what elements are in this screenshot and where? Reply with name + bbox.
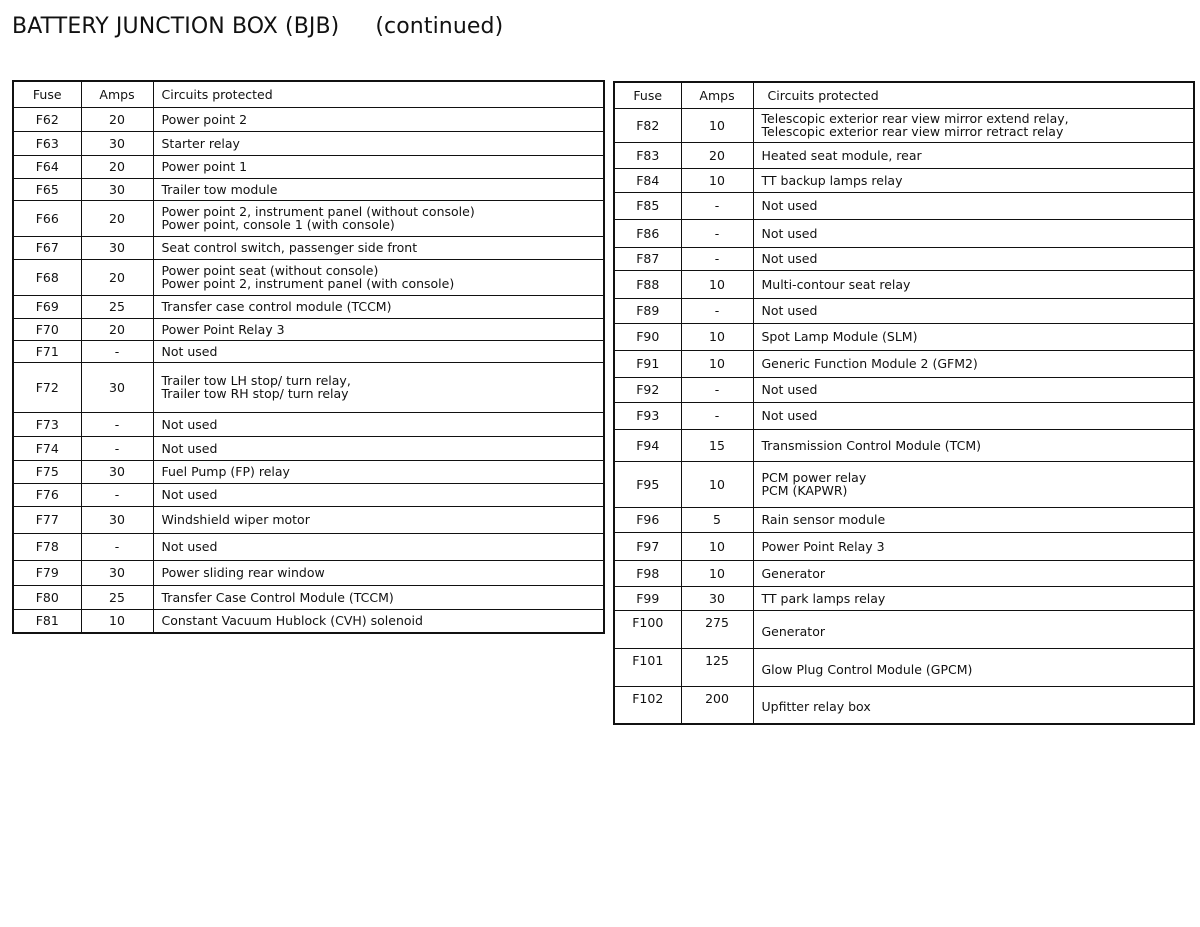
table-row xyxy=(614,168,1194,192)
circuits-cell xyxy=(153,460,604,483)
circuit-line: Power point, console 1 (with console) xyxy=(161,217,395,232)
circuit-line: Not used xyxy=(161,416,218,432)
amps-cell: 20 xyxy=(81,259,153,295)
circuit-line: PCM power relay xyxy=(761,470,867,485)
circuits-cell xyxy=(153,585,604,609)
table-row xyxy=(13,436,604,460)
circuit-line: Not used xyxy=(161,343,218,359)
circuits-cell xyxy=(153,131,604,155)
circuits-cell xyxy=(753,532,1194,560)
fuse-cell: F64 xyxy=(13,155,81,178)
amps-cell: 10 xyxy=(681,108,753,142)
fuse-cell: F68 xyxy=(13,259,81,295)
table-row xyxy=(614,507,1194,532)
table-row xyxy=(13,340,604,362)
table-row xyxy=(614,586,1194,610)
circuits-cell xyxy=(753,219,1194,247)
table-row xyxy=(13,107,604,131)
fuse-cell: F92 xyxy=(614,377,681,402)
circuit-line: Not used xyxy=(761,251,818,266)
amps-cell: 10 xyxy=(681,270,753,298)
circuit-line: Transfer Case Control Module (TCCM) xyxy=(161,589,394,605)
table-row xyxy=(13,318,604,340)
circuits-cell xyxy=(153,259,604,295)
circuits-cell xyxy=(153,295,604,318)
table-row xyxy=(13,155,604,178)
amps-cell: 25 xyxy=(81,295,153,318)
fuse-cell: F83 xyxy=(614,142,681,168)
amps-cell: 30 xyxy=(81,178,153,200)
amps-cell: 25 xyxy=(81,585,153,609)
circuit-line: Constant Vacuum Hublock (CVH) solenoid xyxy=(161,613,423,629)
amps-cell: 30 xyxy=(81,460,153,483)
circuits-cell xyxy=(753,586,1194,610)
fuse-cell: F75 xyxy=(13,460,81,483)
circuits-cell xyxy=(753,560,1194,586)
table-row xyxy=(13,412,604,436)
circuits-cell xyxy=(753,610,1194,648)
table-header-row xyxy=(13,81,604,107)
amps-cell: 30 xyxy=(81,362,153,412)
fuse-cell: F100 xyxy=(614,610,681,648)
circuit-line: Power sliding rear window xyxy=(161,565,325,580)
circuit-line: Glow Plug Control Module (GPCM) xyxy=(761,661,973,677)
circuit-line: Telescopic exterior rear view mirror retract relay xyxy=(761,124,1064,139)
circuit-line: Heated seat module, rear xyxy=(761,147,922,163)
table-row xyxy=(614,298,1194,323)
circuit-line: Not used xyxy=(761,408,818,423)
circuit-line: Seat control switch, passenger side front xyxy=(161,240,418,255)
circuit-line: Starter relay xyxy=(161,135,240,151)
amps-cell: 20 xyxy=(81,155,153,178)
table-row xyxy=(13,460,604,483)
table-row xyxy=(614,192,1194,219)
table-row xyxy=(13,506,604,533)
table-row xyxy=(13,200,604,236)
circuit-line: Trailer tow RH stop/ turn relay xyxy=(161,386,349,401)
table-row xyxy=(13,295,604,318)
fuse-cell: F77 xyxy=(13,506,81,533)
table-row xyxy=(614,377,1194,402)
circuit-line: Power point 1 xyxy=(161,159,248,174)
circuits-cell xyxy=(753,461,1194,507)
circuits-cell xyxy=(753,247,1194,270)
amps-cell: 10 xyxy=(81,609,153,633)
fuse-cell: F73 xyxy=(13,412,81,436)
circuit-line: Not used xyxy=(761,225,818,241)
circuit-line: Power point 2, instrument panel (with console) xyxy=(161,276,455,291)
table-row xyxy=(614,247,1194,270)
table-row xyxy=(614,532,1194,560)
fuse-cell: F85 xyxy=(614,192,681,219)
amps-cell: 200 xyxy=(681,686,753,724)
fuse-cell: F101 xyxy=(614,648,681,686)
circuits-cell xyxy=(153,362,604,412)
circuits-cell xyxy=(153,178,604,200)
circuits-cell xyxy=(753,402,1194,429)
amps-cell: 10 xyxy=(681,323,753,350)
circuits-cell xyxy=(153,506,604,533)
circuit-line: Rain sensor module xyxy=(761,512,886,527)
table-row xyxy=(614,429,1194,461)
fuse-cell: F74 xyxy=(13,436,81,460)
circuit-line: Power point 2 xyxy=(161,111,248,127)
fuse-cell: F89 xyxy=(614,298,681,323)
circuits-cell xyxy=(153,412,604,436)
circuit-line: Upfitter relay box xyxy=(761,699,871,714)
table-row xyxy=(13,533,604,560)
amps-cell: - xyxy=(81,533,153,560)
table-row xyxy=(614,350,1194,377)
circuits-cell xyxy=(153,436,604,460)
circuits-cell xyxy=(153,560,604,585)
circuits-cell xyxy=(753,108,1194,142)
amps-cell: 10 xyxy=(681,532,753,560)
fuse-cell: F80 xyxy=(13,585,81,609)
amps-cell: 20 xyxy=(81,107,153,131)
circuit-line: Telescopic exterior rear view mirror extend relay, xyxy=(761,111,1069,126)
amps-cell: 30 xyxy=(81,131,153,155)
circuits-cell xyxy=(153,155,604,178)
circuits-column-header: Circuits protected xyxy=(153,81,604,107)
table-row xyxy=(614,142,1194,168)
fuse-cell: F71 xyxy=(13,340,81,362)
title-main: BATTERY JUNCTION BOX (BJB) xyxy=(12,14,340,39)
page-title xyxy=(12,14,503,39)
amps-cell: - xyxy=(81,340,153,362)
title-suffix: (continued) xyxy=(375,14,504,39)
circuit-line: Transfer case control module (TCCM) xyxy=(161,299,392,314)
fuse-cell: F86 xyxy=(614,219,681,247)
fuse-cell: F97 xyxy=(614,532,681,560)
table-row xyxy=(614,610,1194,648)
circuit-line: Fuel Pump (FP) relay xyxy=(161,464,290,479)
fuse-table-right xyxy=(613,81,1195,725)
fuse-cell: F69 xyxy=(13,295,81,318)
table-row xyxy=(614,108,1194,142)
fuse-cell: F70 xyxy=(13,318,81,340)
amps-cell: - xyxy=(681,219,753,247)
circuits-cell xyxy=(753,507,1194,532)
circuit-line: Power Point Relay 3 xyxy=(761,538,885,554)
circuits-cell xyxy=(753,192,1194,219)
fuse-cell: F95 xyxy=(614,461,681,507)
table-row xyxy=(614,219,1194,247)
table-row xyxy=(614,461,1194,507)
amps-cell: 15 xyxy=(681,429,753,461)
circuit-line: Generator xyxy=(761,565,825,581)
circuits-cell xyxy=(753,648,1194,686)
amps-cell: 20 xyxy=(81,318,153,340)
circuit-line: Windshield wiper motor xyxy=(161,512,310,527)
table-row xyxy=(13,362,604,412)
amps-cell: 10 xyxy=(681,350,753,377)
circuit-line: Spot Lamp Module (SLM) xyxy=(761,329,918,344)
circuits-cell xyxy=(153,340,604,362)
circuits-cell xyxy=(753,377,1194,402)
amps-cell: 30 xyxy=(81,506,153,533)
amps-column-header: Amps xyxy=(681,82,753,108)
amps-cell: - xyxy=(81,436,153,460)
fuse-column-header: Fuse xyxy=(13,81,81,107)
circuit-line: Generator xyxy=(761,623,825,639)
fuse-cell: F78 xyxy=(13,533,81,560)
circuit-line: Not used xyxy=(161,539,218,554)
table-row xyxy=(13,259,604,295)
circuit-line: Not used xyxy=(161,487,218,502)
circuits-cell xyxy=(753,298,1194,323)
circuit-line: Trailer tow LH stop/ turn relay, xyxy=(161,373,351,388)
amps-cell: 30 xyxy=(681,586,753,610)
fuse-cell: F102 xyxy=(614,686,681,724)
table-row xyxy=(13,483,604,506)
table-row xyxy=(614,648,1194,686)
circuits-column-header: Circuits protected xyxy=(753,82,1194,108)
amps-cell: 20 xyxy=(81,200,153,236)
fuse-cell: F99 xyxy=(614,586,681,610)
fuse-column-header: Fuse xyxy=(614,82,681,108)
fuse-cell: F88 xyxy=(614,270,681,298)
circuits-cell xyxy=(153,483,604,506)
circuit-line: Multi-contour seat relay xyxy=(761,276,911,292)
circuit-line: TT park lamps relay xyxy=(761,590,886,606)
table-row xyxy=(13,560,604,585)
circuits-cell xyxy=(153,318,604,340)
amps-cell: - xyxy=(681,298,753,323)
fuse-cell: F90 xyxy=(614,323,681,350)
fuse-cell: F98 xyxy=(614,560,681,586)
circuits-cell xyxy=(753,429,1194,461)
fuse-cell: F62 xyxy=(13,107,81,131)
circuits-cell xyxy=(153,609,604,633)
circuit-line: Not used xyxy=(161,440,218,456)
amps-cell: 5 xyxy=(681,507,753,532)
amps-cell: - xyxy=(681,247,753,270)
circuit-line: Generic Function Module 2 (GFM2) xyxy=(761,356,978,371)
amps-cell: 10 xyxy=(681,168,753,192)
amps-cell: - xyxy=(681,192,753,219)
circuits-cell xyxy=(753,168,1194,192)
fuse-cell: F87 xyxy=(614,247,681,270)
circuit-line: Not used xyxy=(761,198,818,213)
circuits-cell xyxy=(753,350,1194,377)
table-row xyxy=(13,609,604,633)
amps-cell: 125 xyxy=(681,648,753,686)
table-row xyxy=(614,686,1194,724)
table-row xyxy=(614,270,1194,298)
circuits-cell xyxy=(153,107,604,131)
amps-cell: - xyxy=(681,402,753,429)
amps-cell: 30 xyxy=(81,560,153,585)
amps-cell: - xyxy=(81,483,153,506)
table-row xyxy=(13,585,604,609)
table-row xyxy=(614,402,1194,429)
amps-cell: - xyxy=(681,377,753,402)
fuse-cell: F81 xyxy=(13,609,81,633)
fuse-cell: F93 xyxy=(614,402,681,429)
circuit-line: PCM (KAPWR) xyxy=(761,483,848,498)
table-row xyxy=(13,178,604,200)
circuit-line: Transmission Control Module (TCM) xyxy=(761,437,981,453)
fuse-cell: F65 xyxy=(13,178,81,200)
circuits-cell xyxy=(753,142,1194,168)
amps-cell: - xyxy=(81,412,153,436)
fuse-cell: F82 xyxy=(614,108,681,142)
fuse-table-left xyxy=(12,80,605,634)
table-row xyxy=(13,131,604,155)
table-row xyxy=(614,323,1194,350)
circuit-line: Not used xyxy=(761,303,818,318)
circuits-cell xyxy=(153,200,604,236)
circuits-cell xyxy=(153,236,604,259)
table-row xyxy=(13,236,604,259)
circuit-line: Power point 2, instrument panel (without console) xyxy=(161,204,475,219)
circuit-line: TT backup lamps relay xyxy=(761,172,903,188)
amps-cell: 10 xyxy=(681,461,753,507)
fuse-cell: F72 xyxy=(13,362,81,412)
fuse-cell: F67 xyxy=(13,236,81,259)
table-row xyxy=(614,560,1194,586)
fuse-cell: F66 xyxy=(13,200,81,236)
table-header-row xyxy=(614,82,1194,108)
circuit-line: Not used xyxy=(761,382,818,397)
amps-cell: 275 xyxy=(681,610,753,648)
fuse-cell: F96 xyxy=(614,507,681,532)
circuit-line: Trailer tow module xyxy=(161,181,278,197)
circuits-cell xyxy=(753,270,1194,298)
circuit-line: Power Point Relay 3 xyxy=(161,321,285,337)
amps-column-header: Amps xyxy=(81,81,153,107)
circuits-cell xyxy=(153,533,604,560)
amps-cell: 10 xyxy=(681,560,753,586)
circuit-line: Power point seat (without console) xyxy=(161,263,379,278)
fuse-cell: F84 xyxy=(614,168,681,192)
fuse-cell: F94 xyxy=(614,429,681,461)
fuse-cell: F63 xyxy=(13,131,81,155)
fuse-cell: F79 xyxy=(13,560,81,585)
fuse-cell: F91 xyxy=(614,350,681,377)
fuse-cell: F76 xyxy=(13,483,81,506)
circuits-cell xyxy=(753,323,1194,350)
circuits-cell xyxy=(753,686,1194,724)
amps-cell: 30 xyxy=(81,236,153,259)
amps-cell: 20 xyxy=(681,142,753,168)
